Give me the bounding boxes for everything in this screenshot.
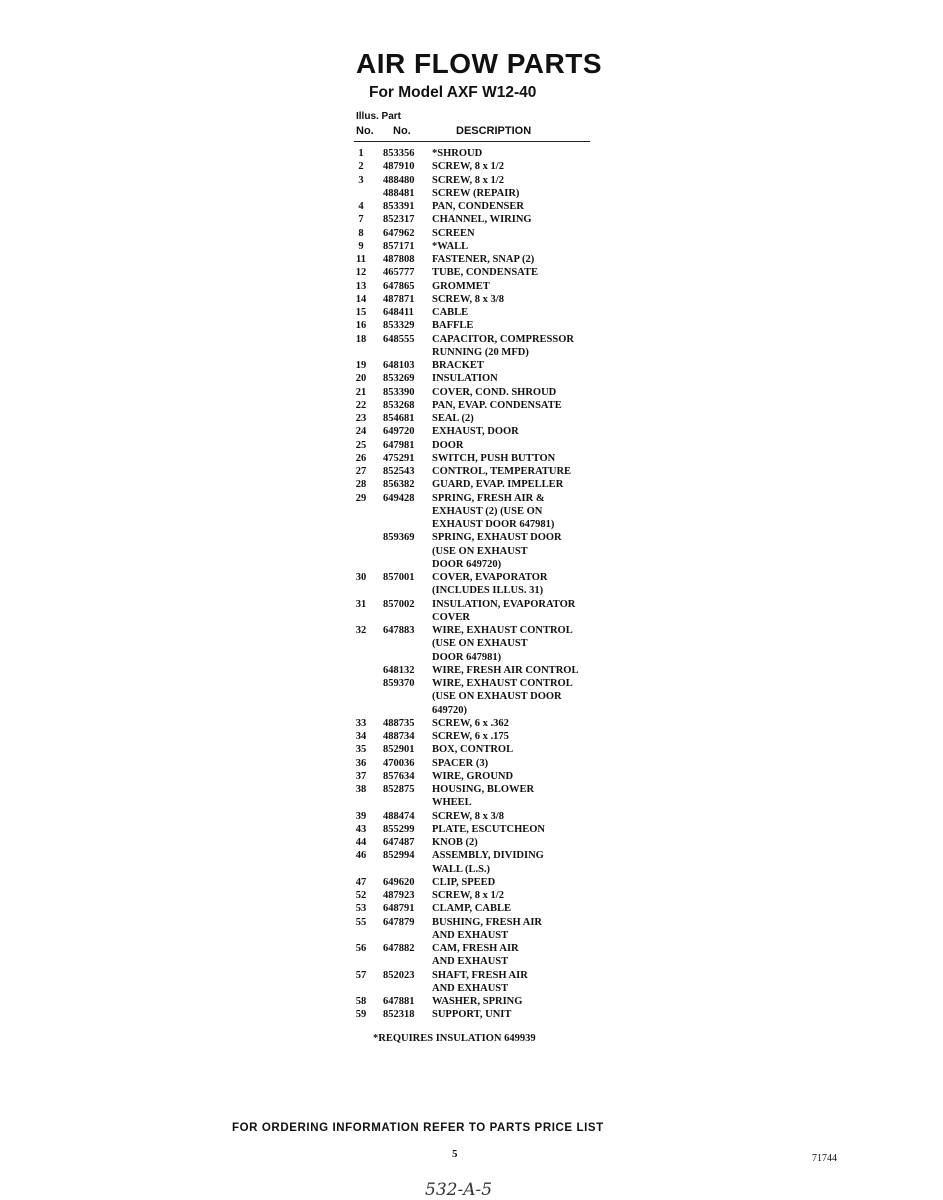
insulation-note: *REQUIRES INSULATION 649939 <box>373 1033 536 1044</box>
illus-no: 56 <box>355 943 367 954</box>
description: WHEEL <box>432 797 472 809</box>
column-header-illus-part: Illus. Part <box>356 111 402 122</box>
part-no: 853356 <box>383 148 415 159</box>
illus-no: 24 <box>355 426 367 438</box>
illus-no: 21 <box>355 386 367 398</box>
part-no: 487923 <box>383 890 415 901</box>
part-no: 488734 <box>383 731 415 742</box>
illus-no: 14 <box>355 293 367 305</box>
description: COVER <box>432 611 470 623</box>
illus-no: 18 <box>355 333 367 345</box>
description: SHAFT, FRESH AIR <box>432 969 528 981</box>
description: BAFFLE <box>432 320 474 332</box>
description: BUSHING, FRESH AIR <box>432 916 542 928</box>
description: SCREW, 8 x 3/8 <box>432 810 504 822</box>
illus-no: 16 <box>355 320 367 332</box>
part-no: 647882 <box>383 943 415 954</box>
illus-no: 26 <box>355 452 367 464</box>
description: WALL (L.S.) <box>432 863 491 875</box>
description: HOUSING, BLOWER <box>432 784 535 795</box>
description: *SHROUD <box>432 148 483 159</box>
description: SCREW, 8 x 3/8 <box>432 293 504 305</box>
part-no: 857001 <box>383 572 415 583</box>
description: INSULATION <box>432 373 498 385</box>
illus-no: 53 <box>355 903 367 915</box>
description: SCREW (REPAIR) <box>432 187 520 199</box>
part-no: 853268 <box>383 399 415 411</box>
illus-no: 28 <box>355 479 367 491</box>
part-no: 857171 <box>383 240 415 252</box>
part-no: 853391 <box>383 201 415 212</box>
part-no: 488735 <box>383 717 415 729</box>
illus-no: 47 <box>355 876 367 888</box>
illus-no: 30 <box>355 572 367 583</box>
illus-no: 7 <box>358 214 364 226</box>
part-no: 647865 <box>383 280 415 292</box>
illus-no: 39 <box>355 810 367 822</box>
illus-no: 3 <box>358 174 364 186</box>
illus-no: 13 <box>355 280 367 292</box>
description: SPACER (3) <box>432 757 489 769</box>
part-no: 487808 <box>383 254 415 265</box>
part-no: 856382 <box>383 479 415 491</box>
part-no: 475291 <box>383 452 415 464</box>
description: PAN, EVAP. CONDENSATE <box>432 399 562 411</box>
description: CAPACITOR, COMPRESSOR <box>432 333 574 345</box>
description: CHANNEL, WIRING <box>432 214 532 226</box>
description: CLAMP, CABLE <box>432 903 511 915</box>
description: WIRE, GROUND <box>432 770 514 782</box>
document-number: 71744 <box>812 1153 837 1164</box>
illus-no: 25 <box>355 439 367 451</box>
description: WIRE, FRESH AIR CONTROL <box>432 664 579 676</box>
illus-no: 57 <box>355 969 367 981</box>
part-no: 488474 <box>383 810 415 822</box>
description: PLATE, ESCUTCHEON <box>432 823 545 835</box>
description: WASHER, SPRING <box>432 996 523 1007</box>
illus-no: 23 <box>355 413 367 424</box>
part-no: 852317 <box>383 214 415 226</box>
part-no: 859369 <box>383 532 415 544</box>
description: BRACKET <box>432 360 484 371</box>
description: SCREEN <box>432 227 475 239</box>
description: KNOB (2) <box>432 837 478 848</box>
illus-no: 22 <box>355 399 367 411</box>
part-no: 852901 <box>383 744 415 756</box>
illus-no: 27 <box>355 466 367 477</box>
description: GROMMET <box>432 280 490 292</box>
description: CABLE <box>432 307 469 318</box>
part-no: 488480 <box>383 174 415 186</box>
illus-no: 1 <box>358 148 364 159</box>
illus-no: 2 <box>358 161 364 173</box>
description: SCREW, 8 x 1/2 <box>432 161 504 173</box>
part-no: 852994 <box>383 850 415 862</box>
illus-no: 43 <box>355 823 367 835</box>
illus-no: 34 <box>355 731 367 742</box>
description: BOX, CONTROL <box>432 744 514 756</box>
part-no: 647879 <box>383 916 415 928</box>
part-no: 647487 <box>383 837 415 848</box>
description: FASTENER, SNAP (2) <box>432 254 535 265</box>
part-no: 854681 <box>383 413 415 424</box>
description: EXHAUST DOOR 647981) <box>432 519 555 530</box>
illus-no: 31 <box>355 598 367 610</box>
description: RUNNING (20 MFD) <box>432 346 529 358</box>
description: SPRING, FRESH AIR & <box>432 492 545 504</box>
part-no: 852875 <box>383 784 415 795</box>
description: COVER, EVAPORATOR <box>432 572 548 583</box>
illus-no: 12 <box>355 267 367 279</box>
illus-no: 20 <box>355 373 367 385</box>
part-no: 488481 <box>383 187 415 199</box>
illus-no: 52 <box>355 890 367 901</box>
description: DOOR <box>432 439 464 451</box>
part-no: 648555 <box>383 333 415 345</box>
part-no: 853329 <box>383 320 415 332</box>
column-header-description: DESCRIPTION <box>456 125 532 137</box>
illus-no: 37 <box>355 770 367 782</box>
description: PAN, CONDENSER <box>432 201 524 212</box>
description: (USE ON EXHAUST <box>432 638 528 650</box>
page-number: 5 <box>452 1148 458 1160</box>
part-no: 647962 <box>383 227 415 239</box>
model-subtitle: For Model AXF W12-40 <box>369 84 537 101</box>
description: AND EXHAUST <box>432 982 509 994</box>
illus-no: 55 <box>355 916 367 928</box>
description: 649720) <box>432 704 467 716</box>
ordering-info: FOR ORDERING INFORMATION REFER TO PARTS PRICE LIST <box>232 1122 604 1134</box>
description: SCREW, 6 x .175 <box>432 731 509 742</box>
illus-no: 38 <box>355 784 367 795</box>
illus-no: 33 <box>355 717 367 729</box>
illus-no: 58 <box>355 996 367 1007</box>
description: SEAL (2) <box>432 413 474 424</box>
illus-no: 32 <box>355 625 367 636</box>
illus-no: 9 <box>358 240 364 252</box>
part-no: 852543 <box>383 466 415 477</box>
part-no: 649428 <box>383 492 415 504</box>
description: SCREW, 6 x .362 <box>432 717 509 729</box>
description: SCREW, 8 x 1/2 <box>432 890 504 901</box>
description: CONTROL, TEMPERATURE <box>432 466 572 477</box>
part-no: 470036 <box>383 757 415 769</box>
description: SUPPORT, UNIT <box>432 1009 512 1021</box>
description: EXHAUST (2) (USE ON <box>432 505 543 517</box>
description: EXHAUST, DOOR <box>432 426 519 438</box>
description: WIRE, EXHAUST CONTROL <box>432 625 573 636</box>
part-no: 857634 <box>383 770 415 782</box>
description: (USE ON EXHAUST DOOR <box>432 691 562 703</box>
description: SPRING, EXHAUST DOOR <box>432 532 562 544</box>
part-no: 852318 <box>383 1009 415 1021</box>
illus-no: 19 <box>355 360 367 371</box>
part-no: 487910 <box>383 161 415 173</box>
description: (INCLUDES ILLUS. 31) <box>432 585 544 597</box>
part-no: 853269 <box>383 373 415 385</box>
column-header-part-no: No. <box>393 125 411 137</box>
description: AND EXHAUST <box>432 929 509 941</box>
description: DOOR 649720) <box>432 558 502 570</box>
illus-no: 29 <box>355 492 367 504</box>
part-no: 855299 <box>383 823 415 835</box>
header-rule <box>354 141 590 142</box>
part-no: 859370 <box>383 678 415 689</box>
illus-no: 8 <box>358 227 364 239</box>
description: CAM, FRESH AIR <box>432 943 519 954</box>
part-no: 853390 <box>383 386 415 398</box>
description: ASSEMBLY, DIVIDING <box>432 850 544 862</box>
column-header-illus-no: No. <box>356 125 374 137</box>
part-no: 648791 <box>383 903 415 915</box>
description: WIRE, EXHAUST CONTROL <box>432 678 573 689</box>
part-no: 648411 <box>383 307 414 318</box>
description: *WALL <box>432 240 469 252</box>
part-no: 648103 <box>383 360 415 371</box>
part-no: 647883 <box>383 625 415 636</box>
part-no: 647981 <box>383 439 415 451</box>
handwritten-annotation: 532-A-5 <box>425 1180 493 1200</box>
description: CLIP, SPEED <box>432 876 496 888</box>
part-no: 857002 <box>383 598 415 610</box>
illus-no: 4 <box>358 201 364 212</box>
page-title: AIR FLOW PARTS <box>356 48 603 79</box>
illus-no: 35 <box>355 744 367 756</box>
part-no: 649620 <box>383 876 415 888</box>
description: GUARD, EVAP. IMPELLER <box>432 479 564 491</box>
description: COVER, COND. SHROUD <box>432 386 557 398</box>
part-no: 647881 <box>383 996 415 1007</box>
illus-no: 15 <box>355 307 367 318</box>
illus-no: 36 <box>355 757 367 769</box>
description: INSULATION, EVAPORATOR <box>432 598 576 610</box>
part-no: 648132 <box>383 664 415 676</box>
illus-no: 11 <box>356 254 366 265</box>
illus-no: 46 <box>355 850 367 862</box>
description: SCREW, 8 x 1/2 <box>432 174 504 186</box>
description: DOOR 647981) <box>432 651 502 663</box>
part-no: 649720 <box>383 426 415 438</box>
description: SWITCH, PUSH BUTTON <box>432 452 556 464</box>
description: TUBE, CONDENSATE <box>432 267 538 279</box>
illus-no: 59 <box>355 1009 367 1021</box>
description: AND EXHAUST <box>432 956 509 968</box>
illus-no: 44 <box>355 837 367 848</box>
description: (USE ON EXHAUST <box>432 545 528 557</box>
part-no: 465777 <box>383 267 415 279</box>
part-no: 852023 <box>383 969 415 981</box>
part-no: 487871 <box>383 293 415 305</box>
